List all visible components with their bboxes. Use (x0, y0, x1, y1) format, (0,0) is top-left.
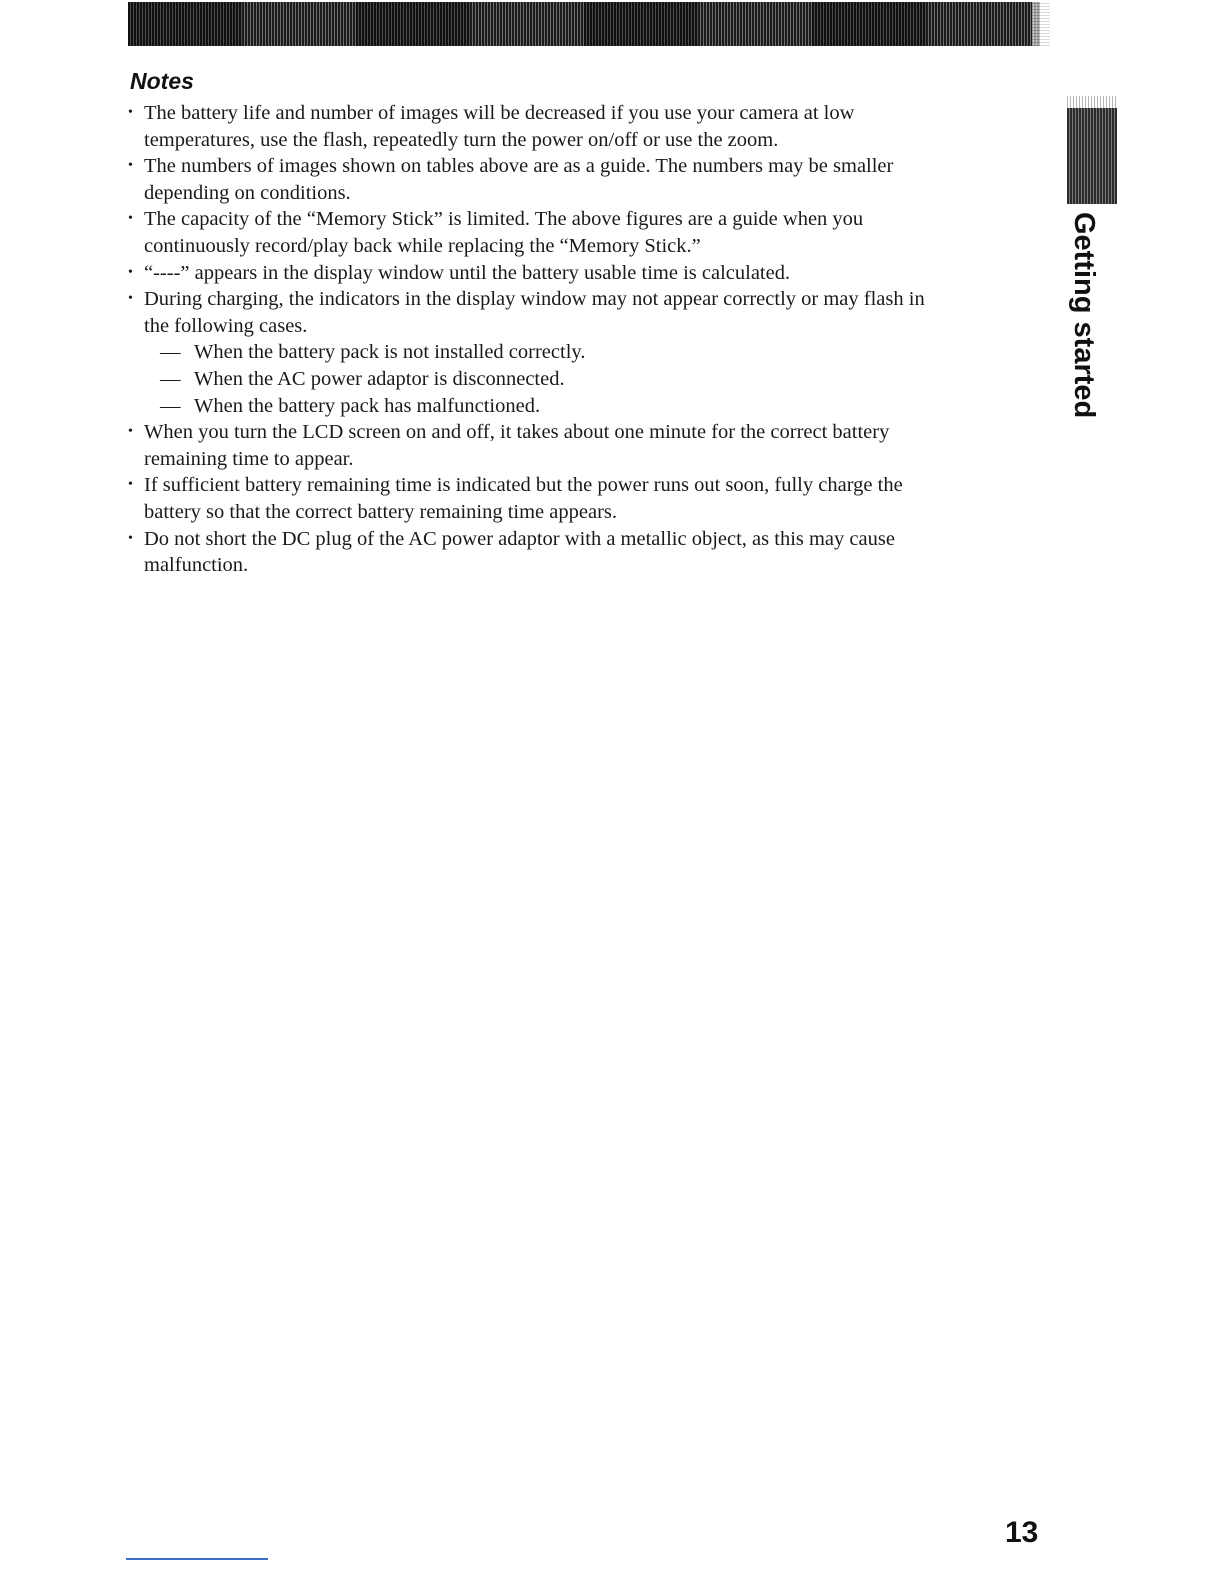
note-subitem (144, 366, 1038, 393)
note-subitem-text: When the AC power adaptor is disconnected. (194, 367, 565, 390)
header-band-segment (812, 2, 926, 46)
dash-icon: — (160, 341, 181, 364)
note-item (128, 419, 1038, 472)
note-line: battery so that the correct battery remaining time appears. (144, 500, 618, 523)
notes-list (128, 100, 1038, 579)
bullet-icon: • (128, 424, 133, 440)
note-line: During charging, the indicators in the display window may not appear correctly or may flash in (144, 288, 925, 311)
note-subitem (144, 339, 1038, 366)
bullet-icon: • (128, 158, 133, 174)
header-band-segment (584, 2, 698, 46)
note-line: The capacity of the “Memory Stick” is limited. The above figures are a guide when you (144, 208, 864, 231)
note-item (128, 286, 1038, 419)
note-line: continuously record/play back while replacing the “Memory Stick.” (144, 234, 701, 257)
note-line: malfunction. (144, 554, 249, 577)
note-item (128, 260, 1038, 287)
header-decorative-band (128, 2, 1040, 46)
header-band-segment (242, 2, 356, 46)
note-item (128, 526, 1038, 579)
dash-icon: — (160, 367, 181, 390)
note-line: The battery life and number of images will be decreased if you use your camera at low (144, 102, 855, 124)
bullet-icon: • (128, 105, 133, 120)
bullet-icon: • (128, 530, 133, 546)
header-band-segment (128, 2, 242, 46)
note-subitem-text: When the battery pack has malfunctioned. (194, 394, 541, 417)
note-line: “----” appears in the display window until the battery usable time is calculated. (144, 261, 791, 284)
notes-heading: Notes (130, 68, 194, 94)
dash-icon: — (160, 394, 181, 417)
note-line: Do not short the DC plug of the AC power adaptor with a metallic object, as this may cause (144, 527, 895, 550)
side-tab-label-wrap (1062, 212, 1102, 432)
header-band-segment (470, 2, 584, 46)
header-band-segment (926, 2, 1040, 46)
header-band-segment (356, 2, 470, 46)
page-number: 13 (1005, 1516, 1039, 1549)
note-subitem-text: When the battery pack is not installed correctly. (194, 341, 586, 364)
note-line: the following cases. (144, 314, 308, 337)
note-line: depending on conditions. (144, 181, 351, 204)
footer-rule (126, 1558, 268, 1560)
bullet-icon: • (128, 477, 133, 493)
header-band-fade (1032, 2, 1050, 46)
bullet-icon: • (128, 264, 133, 280)
note-line: If sufficient battery remaining time is indicated but the power runs out soon, fully charge the (144, 474, 903, 497)
bullet-icon: • (128, 211, 133, 227)
note-item (128, 206, 1038, 259)
note-sublist (144, 339, 1038, 419)
bullet-icon: • (128, 291, 133, 307)
note-item (128, 100, 1038, 153)
note-item (128, 472, 1038, 525)
note-line: temperatures, use the flash, repeatedly turn the power on/off or use the zoom. (144, 128, 779, 151)
note-subitem (144, 393, 1038, 420)
side-tab-label: Getting started (1068, 212, 1100, 419)
note-line: The numbers of images shown on tables above are as a guide. The numbers may be smaller (144, 155, 894, 178)
note-item (128, 153, 1038, 206)
note-line: When you turn the LCD screen on and off, it takes about one minute for the correct battery (144, 421, 890, 444)
header-band-segment (698, 2, 812, 46)
note-line: remaining time to appear. (144, 447, 354, 470)
side-tab-marker (1067, 108, 1117, 204)
